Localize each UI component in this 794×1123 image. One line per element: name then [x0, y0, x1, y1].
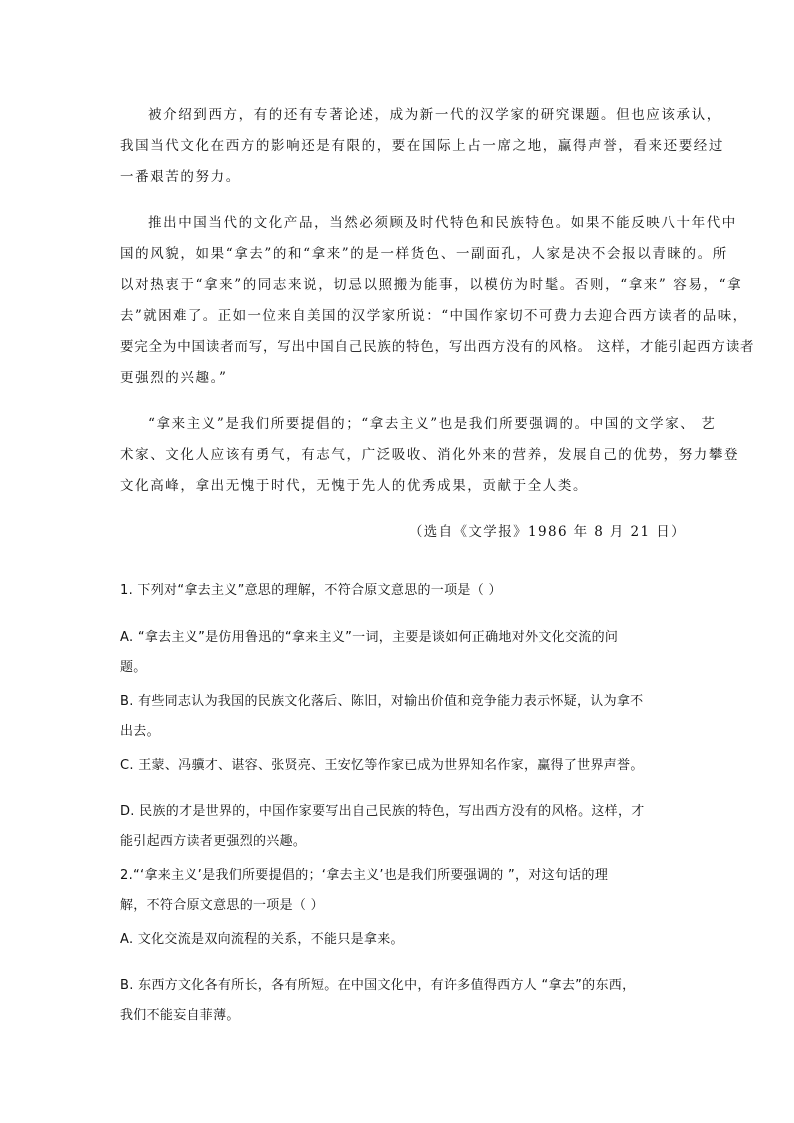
option-b-continuation: 我们不能妄自菲薄。: [120, 1008, 240, 1023]
option-c: C. 王蒙、冯骥才、谌容、张贤亮、王安忆等作家已成为世界知名作家，赢得了世界声誉。: [120, 758, 644, 773]
question-stem: 1. 下列对“拿去主义”意思的理解，不符合原文意思的一项是（ ）: [120, 583, 502, 598]
passage-line: 更强烈的兴趣。”: [120, 370, 228, 386]
passage-line: 术家、文化人应该有勇气，有志气，广泛吸收、消化外来的营养，发展自己的优势，努力攀登: [120, 447, 740, 463]
passage-line: 要完全为中国读者而写，写出中国自己民族的特色，写出西方没有的风格。 这样，才能引起西方读者: [120, 339, 755, 355]
option-b-continuation: 出去。: [120, 724, 160, 739]
passage-line: 去”就困难了。正如一位来自美国的汉学家所说：“中国作家切不可费力去迎合西方读者的品味，: [120, 308, 748, 324]
passage-line: “拿来主义”是我们所要提倡的；“拿去主义”也是我们所要强调的。中国的文学家、 艺: [148, 416, 717, 432]
option-b: B. 有些同志认为我国的民族文化落后、陈旧，对输出价值和竞争能力表示怀疑，认为拿不: [120, 694, 644, 709]
passage-line: 我国当代文化在西方的影响还是有限的，要在国际上占一席之地，赢得声誉，看来还要经过: [120, 138, 724, 154]
passage-source: （选自《文学报》1986 年 8 月 21 日）: [408, 524, 686, 540]
question-stem-continuation: 解，不符合原文意思的一项是（ ）: [120, 898, 324, 913]
option-b: B. 东西方文化各有所长，各有所短。在中国文化中，有许多值得西方人 “拿去”的东西，: [120, 978, 636, 993]
passage-line: 推出中国当代的文化产品，当然必须顾及时代特色和民族特色。如果不能反映八十年代中: [148, 215, 737, 231]
passage-line: 以对热衷于“拿来”的同志来说，切忌以照搬为能事，以模仿为时髦。否则，“拿来” 容易，“拿: [120, 277, 743, 293]
option-a: A. “拿去主义”是仿用鲁迅的“拿来主义”一词，主要是谈如何正确地对外文化交流的问: [120, 630, 619, 645]
option-a-continuation: 题。: [120, 660, 147, 675]
question-stem: 2.“‘拿来主义’是我们所要提倡的；‘拿去主义’也是我们所要强调的 ”，对这句话的理: [120, 868, 609, 883]
passage-line: 被介绍到西方，有的还有专著论述，成为新一代的汉学家的研究课题。但也应该承认，: [148, 107, 722, 123]
option-a: A. 文化交流是双向流程的关系，不能只是拿来。: [120, 932, 404, 947]
passage-line: 文化高峰，拿出无愧于时代，无愧于先人的优秀成果，贡献于全人类。: [120, 478, 589, 494]
passage-line: 一番艰苦的努力。: [120, 169, 241, 185]
option-d: D. 民族的才是世界的，中国作家要写出自己民族的特色，写出西方没有的风格。这样，才: [120, 804, 645, 819]
option-d-continuation: 能引起西方读者更强烈的兴趣。: [120, 834, 307, 849]
passage-line: 国的风貌，如果“拿去”的和“拿来”的是一样货色、一副面孔，人家是决不会报以青睐的。所: [120, 246, 728, 262]
